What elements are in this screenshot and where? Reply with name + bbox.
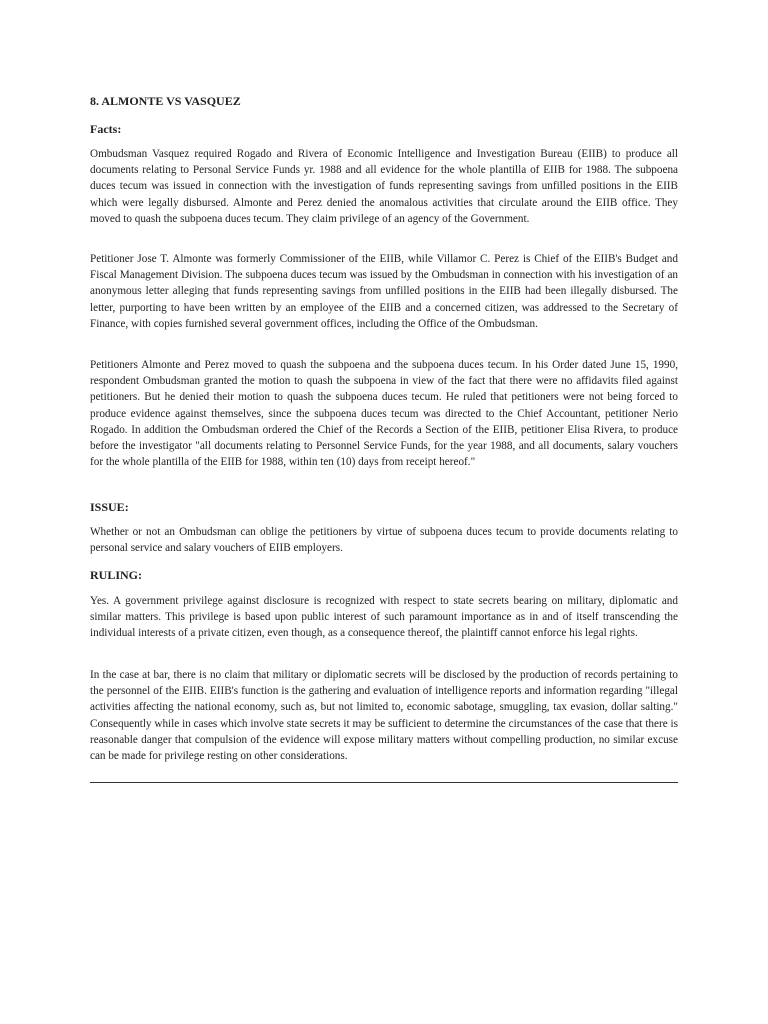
facts-heading: Facts:: [90, 122, 122, 136]
facts-paragraph-1: Ombudsman Vasquez required Rogado and Rivera of Economic Intelligence and Investigation Bureau (EIIB) to produce all documents relating to Personal Service Funds yr. 1988 and all evidence for the whole plantilla of EIIB for 1988. The subpoena duces tecum was issued in connection with the investigation of funds representing savings from unfilled positions in the EIIB which were legally disbursed. Almonte and Perez denied the anomalous activities that circulate around the EIIB office. They moved to quash the subpoena duces tecum. They claim privilege of an agency of the Government.: [90, 148, 678, 225]
document-title: 8. ALMONTE VS VASQUEZ: [90, 94, 241, 108]
ruling-paragraph-2: In the case at bar, there is no claim that military or diplomatic secrets will be disclosed by the production of records pertaining to the personnel of the EIIB. EIIB's function is the gathering and evaluation of intelligence reports and information regarding "illegal activities affecting the national economy, such as, but not limited to, economic sabotage, smuggling, tax evasion, dollar salting." Consequently while in cases which involve state secrets it may be sufficient to determine the circumstances of the case that there is reasonable danger that compulsion of the evidence will expose military matters without compelling production, no similar excuse can be made for privilege resting on other considerations.: [90, 669, 678, 763]
issue-heading: ISSUE:: [90, 500, 129, 514]
ruling-heading: RULING:: [90, 568, 143, 582]
ruling-paragraph-1: Yes. A government privilege against disclosure is recognized with respect to state secrets bearing on military, diplomatic and similar matters. This privilege is based upon public interest of such paramount importance as in and of itself transcending the individual interests of a private citizen, even though, as a consequence thereof, the plaintiff cannot enforce his legal rights.: [90, 595, 678, 640]
issue-paragraph: Whether or not an Ombudsman can oblige the petitioners by virtue of subpoena duces tecum to provide documents relating to personal service and salary vouchers of EIIB employers.: [90, 526, 678, 555]
facts-paragraph-2: Petitioner Jose T. Almonte was formerly Commissioner of the EIIB, while Villamor C. Perez is Chief of the EIIB's Budget and Fiscal Management Division. The subpoena duces tecum was issued by the Ombudsman in connection with his investigation of an anonymous letter alleging that funds representing savings from unfilled positions in the EIIB had been illegally disbursed. The letter, purporting to have been written by an employee of the EIIB and a concerned citizen, was addressed to the Secretary of Finance, with copies furnished several government offices, including the Office of the Ombudsman.: [90, 253, 678, 330]
facts-paragraph-3: Petitioners Almonte and Perez moved to quash the subpoena and the subpoena duces tecum. In his Order dated June 15, 1990, respondent Ombudsman granted the motion to quash the subpoena in view of the fact that there were no affidavits filed against petitioners. But he denied their motion to quash the subpoena duces tecum. He ruled that petitioners were not being forced to produce evidence against themselves, since the subpoena duces tecum was directed to the Chief Accountant, petitioner Nerio Rogado. In addition the Ombudsman ordered the Chief of the Records a Section of the EIIB, petitioner Elisa Rivera, to produce before the investigator "all documents relating to Personnel Service Funds, for the year 1988, and all documents, salary vouchers for the whole plantilla of the EIIB for 1988, within ten (10) days from receipt hereof.": [90, 359, 678, 469]
section-divider: [90, 782, 678, 783]
